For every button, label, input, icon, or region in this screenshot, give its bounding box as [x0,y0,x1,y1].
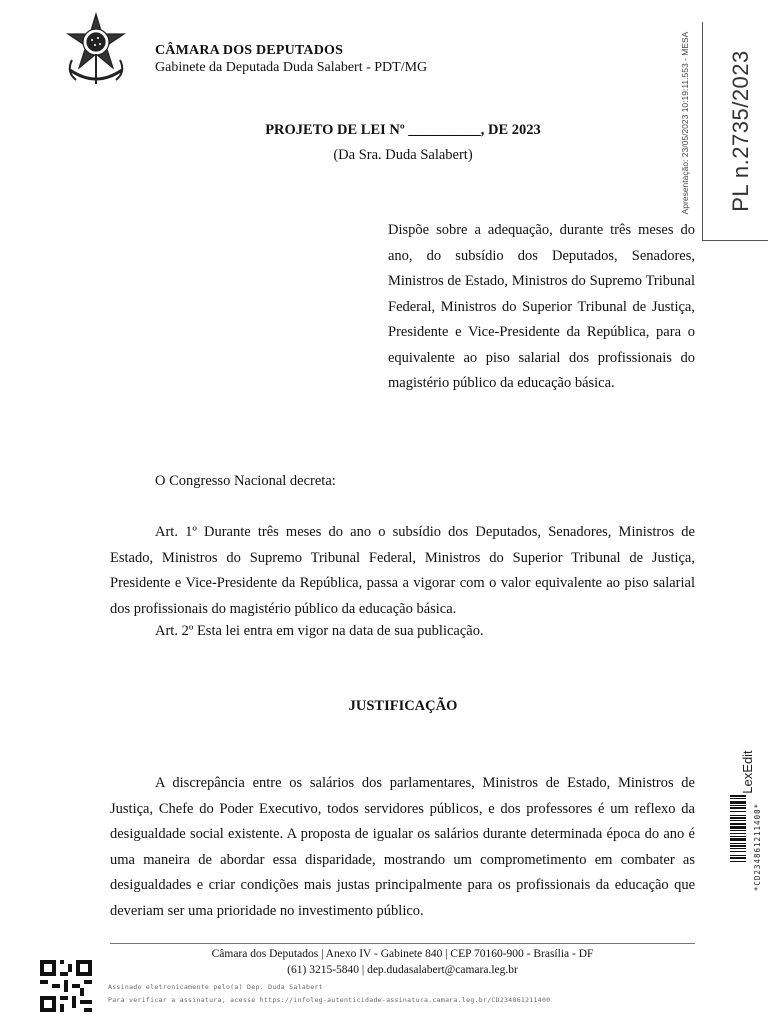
article-2: Art. 2º Esta lei entra em vigor na data de sua publicação. [155,623,484,639]
decree-clause: O Congresso Nacional decreta: [155,473,336,489]
signature-verify-link[interactable]: Para verificar a assinatura, acesse https://infoleg-autenticidade-assinatura.camara.leg.br/CD234861211400 [108,996,551,1004]
article-1: Art. 1º Durante três meses do ano o subsídio dos Deputados, Senadores, Ministros de Estado, Ministros do Supremo Tribunal Federal, Ministros do Superior Tribunal de Justiça, Presidente e Vice-Presidente da República, passa a vigorar com o valor equivalente ao piso salarial dos profissionais do magistério público da educação básica. [110,524,695,617]
barcode-number: *CD234861211400* [753,802,762,892]
footer-address: Câmara dos Deputados | Anexo IV - Gabinete 840 | CEP 70160-900 - Brasília - DF [211,948,594,960]
chamber-name: CÂMARA DOS DEPUTADOS [155,43,344,58]
justification-text: A discrepância entre os salários dos parlamentares, Ministros de Estado, Ministros de Justiça, Chefe do Poder Executivo, todos servidores públicos, e dos professores é um reflexo da desigualdade social existente. A proposta de igualar os salários durante determinada época do ano é uma maneira de abordar essa disparidade, mostrando um comprometimento em combater as desigualdades e criar condições mais justas principalmente para os profissionais da educação que deveriam ser uma prioridade no investimento público. [110,775,695,919]
stamp-number: PL n.2735/2023 [728,50,753,212]
ementa: Dispõe sobre a adequação, durante três meses do ano, do subsídio dos Deputados, Senadores, Ministros de Estado, Ministros do Supremo Tribunal Federal, Ministros do Superior Tribunal de Justiça, Presidente e Vice-Presidente da República, para o equivalente ao piso salarial dos profissionais do magistério público da educação básica. [388,222,695,391]
barcode-icon [730,795,746,907]
coat-of-arms-icon [62,10,130,90]
office-name: Gabinete da Deputada Duda Salabert - PDT/MG [155,60,428,75]
signature-note: Assinado eletronicamente pelo(a) Dep. Duda Salabert [108,983,323,991]
project-title: PROJETO DE LEI Nº __________, DE 2023 [265,122,541,138]
footer-contact: (61) 3215-5840 | dep.dudasalabert@camara.leg.br [287,964,518,976]
stamp-date: Apresentação: 23/05/2023 10:19:11.553 - MESA [680,31,690,215]
footer-divider [110,943,695,944]
justification-title: JUSTIFICAÇÃO [348,698,458,714]
qr-code-icon[interactable] [40,960,92,1012]
project-author: (Da Sra. Duda Salabert) [333,147,473,163]
lexedit-label: LexEdit [740,750,755,794]
